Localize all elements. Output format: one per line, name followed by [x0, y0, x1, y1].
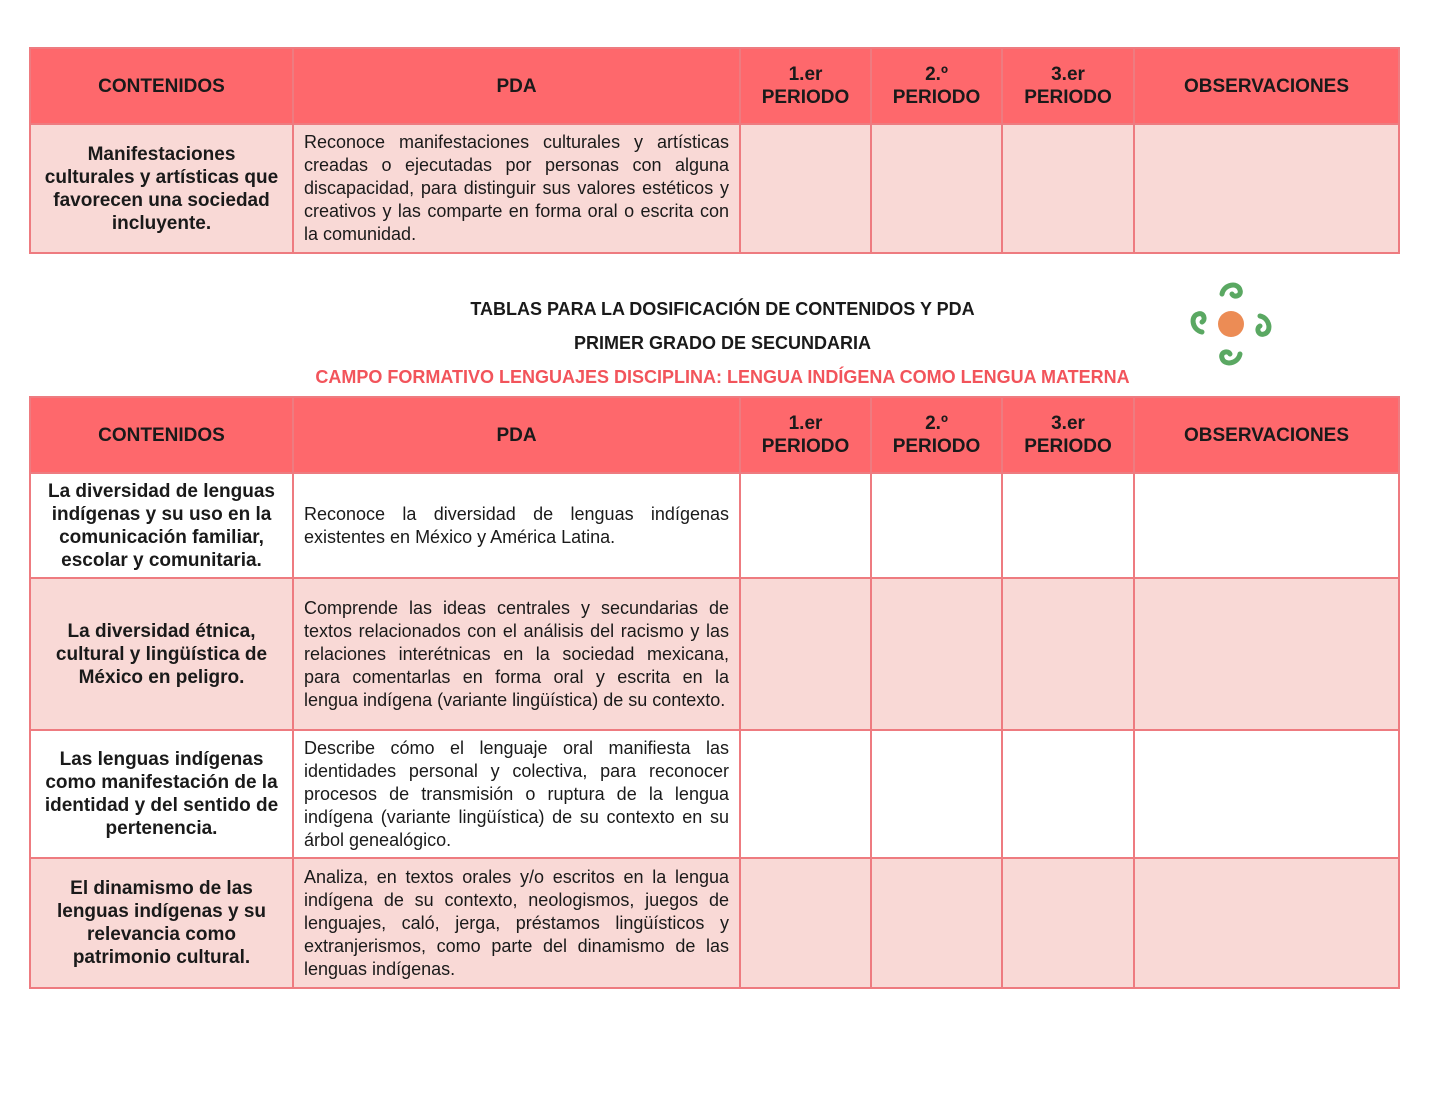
document-title: TABLAS PARA LA DOSIFICACIÓN DE CONTENIDOS Y PDA	[470, 299, 975, 319]
header-contenidos: CONTENIDOS	[30, 397, 293, 473]
dosificacion-table-arts	[29, 47, 1400, 254]
periodo-2-cell[interactable]	[871, 858, 1002, 988]
periodo-2-cell[interactable]	[871, 730, 1002, 858]
header-contenidos: CONTENIDOS	[30, 48, 293, 124]
campo-formativo-subtitle: CAMPO FORMATIVO LENGUAJES DISCIPLINA: LENGUA INDÍGENA COMO LENGUA MATERNA	[315, 367, 1130, 387]
periodo-2-cell[interactable]	[871, 124, 1002, 253]
table-header-row	[30, 397, 1399, 473]
header-periodo-1	[740, 48, 871, 124]
periodo-3-cell[interactable]	[1002, 730, 1134, 858]
header-periodo-3-ordinal: 3.er	[1051, 413, 1085, 434]
observaciones-cell[interactable]	[1134, 858, 1399, 988]
contenido-cell: La diversidad de lenguas indígenas y su uso en la comunicación familiar, escolar y comunitaria.	[30, 473, 293, 578]
dosificacion-table-lengua-indigena	[29, 396, 1400, 989]
observaciones-cell[interactable]	[1134, 124, 1399, 253]
header-periodo-2	[871, 48, 1002, 124]
table-row	[30, 730, 1399, 858]
table-row	[30, 858, 1399, 988]
header-pda: PDA	[293, 397, 740, 473]
periodo-2-cell[interactable]	[871, 473, 1002, 578]
header-pda: PDA	[293, 48, 740, 124]
table-header-row	[30, 48, 1399, 124]
contenido-cell: Manifestaciones culturales y artísticas que favorecen una sociedad incluyente.	[30, 124, 293, 253]
periodo-3-cell[interactable]	[1002, 473, 1134, 578]
pda-cell: Comprende las ideas centrales y secundarias de textos relacionados con el análisis del racismo y las relaciones interétnicas en la sociedad mexicana, para comentarlas en forma oral y escrita en la lengua indígena (variante lingüística) de su contexto.	[293, 578, 740, 730]
header-periodo-2	[871, 397, 1002, 473]
periodo-3-cell[interactable]	[1002, 578, 1134, 730]
header-periodo-1-label: PERIODO	[761, 87, 850, 108]
header-periodo-3-label: PERIODO	[1024, 436, 1112, 457]
header-periodo-1-label: PERIODO	[761, 436, 850, 457]
pda-cell: Analiza, en textos orales y/o escritos en la lengua indígena de su contexto, neologismos, juegos de lenguajes, caló, jerga, préstamos lingüísticos y extranjerismos, como parte del dinamismo de las lenguas indígenas.	[293, 858, 740, 988]
header-periodo-2-ordinal: 2.º	[925, 64, 948, 85]
periodo-1-cell[interactable]	[740, 473, 871, 578]
observaciones-cell[interactable]	[1134, 730, 1399, 858]
contenido-cell: Las lenguas indígenas como manifestación de la identidad y del sentido de pertenencia.	[30, 730, 293, 858]
pda-cell: Reconoce manifestaciones culturales y artísticas creadas o ejecutadas por personas con alguna discapacidad, para distinguir sus valores estéticos y creativos y las comparte en forma oral o escrita con la comunidad.	[293, 124, 740, 253]
header-periodo-3	[1002, 48, 1134, 124]
periodo-1-cell[interactable]	[740, 858, 871, 988]
header-periodo-2-label: PERIODO	[892, 87, 981, 108]
header-observaciones: OBSERVACIONES	[1134, 397, 1399, 473]
header-periodo-2-ordinal: 2.º	[925, 413, 948, 434]
pda-cell: Reconoce la diversidad de lenguas indígenas existentes en México y América Latina.	[293, 473, 740, 578]
header-periodo-3-ordinal: 3.er	[1051, 64, 1085, 85]
header-observaciones: OBSERVACIONES	[1134, 48, 1399, 124]
periodo-3-cell[interactable]	[1002, 858, 1134, 988]
table-row	[30, 124, 1399, 253]
header-periodo-3-label: PERIODO	[1024, 87, 1112, 108]
table-row	[30, 578, 1399, 730]
periodo-1-cell[interactable]	[740, 124, 871, 253]
periodo-2-cell[interactable]	[871, 578, 1002, 730]
header-periodo-1-ordinal: 1.er	[788, 64, 823, 85]
periodo-1-cell[interactable]	[740, 578, 871, 730]
header-periodo-3	[1002, 397, 1134, 473]
grade-subtitle: PRIMER GRADO DE SECUNDARIA	[573, 333, 872, 353]
pda-cell: Describe cómo el lenguaje oral manifiesta las identidades personal y colectiva, para reconocer procesos de transmisión o ruptura de la lengua indígena (variante lingüística) de su contexto en su árbol genealógico.	[293, 730, 740, 858]
header-periodo-2-label: PERIODO	[892, 436, 981, 457]
table-row	[30, 473, 1399, 578]
contenido-cell: La diversidad étnica, cultural y lingüística de México en peligro.	[30, 578, 293, 730]
header-periodo-1-ordinal: 1.er	[788, 413, 823, 434]
observaciones-cell[interactable]	[1134, 473, 1399, 578]
periodo-1-cell[interactable]	[740, 730, 871, 858]
contenido-cell: El dinamismo de las lenguas indígenas y su relevancia como patrimonio cultural.	[30, 858, 293, 988]
header-periodo-1	[740, 397, 871, 473]
observaciones-cell[interactable]	[1134, 578, 1399, 730]
periodo-3-cell[interactable]	[1002, 124, 1134, 253]
four-swirls-logo-icon	[1186, 280, 1276, 368]
